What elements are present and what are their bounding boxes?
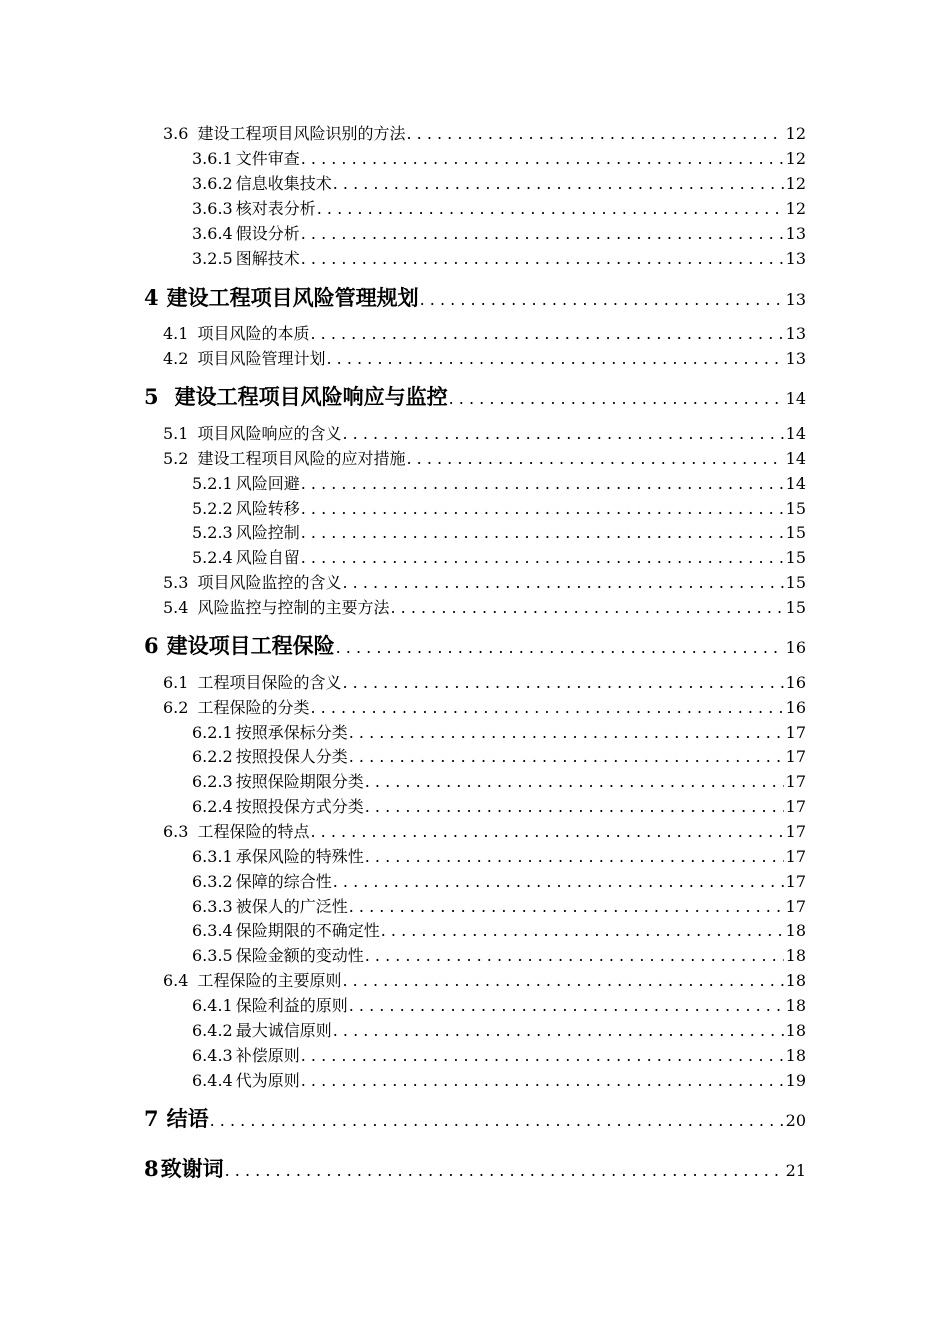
toc-entry-page: 18 [785,996,806,1015]
toc-entry-page: 12 [785,199,806,218]
toc-entry-number: 6.2.2 [192,747,233,766]
toc-entry-title: 项目风险的本质 [197,324,310,343]
toc-entry-number: 5.2.3 [192,523,233,542]
toc-entry-number: 5.2.1 [192,474,233,493]
toc-entry-number: 3.6.2 [192,174,233,193]
toc-entry-page: 13 [785,224,806,243]
toc-entry-page: 13 [785,290,806,309]
toc-entry-number: 6.4 [163,971,189,990]
toc-entry-number: 8 [144,1156,159,1181]
toc-entry-6-3-5[interactable] [192,943,806,966]
toc-entry-title: 风险转移 [235,499,300,518]
dot-leader [326,349,783,368]
dot-leader [342,971,783,990]
toc-entry-title: 图解技术 [235,249,300,268]
toc-entry-number: 4 [144,285,159,310]
toc-chapter-8[interactable] [144,1153,806,1183]
dot-leader [301,523,784,542]
toc-entry-page: 14 [785,424,806,443]
toc-entry-number: 6.3.5 [192,946,233,965]
toc-entry-page: 13 [785,249,806,268]
toc-entry-page: 13 [785,324,806,343]
toc-entry-page: 15 [785,499,806,518]
toc-entry-6-4-2[interactable] [192,1018,806,1041]
toc-entry-page: 18 [785,946,806,965]
toc-entry-title: 风险监控与控制的主要方法 [197,598,390,617]
dot-leader [420,290,784,309]
toc-entry-number: 6.4.3 [192,1046,233,1065]
toc-entry-title: 建设项目工程保险 [166,633,335,658]
dot-leader [381,921,784,940]
toc-entry-title: 保险期限的不确定性 [235,921,380,940]
dot-leader [342,424,783,443]
toc-entry-number: 6.2.4 [192,797,233,816]
toc-entry-title: 信息收集技术 [235,174,332,193]
toc-entry-page: 19 [785,1071,806,1090]
toc-entry-page: 15 [785,598,806,617]
toc-entry-number: 7 [144,1106,159,1131]
dot-leader [301,499,784,518]
toc-entry-3-6-3[interactable] [192,196,806,219]
dot-leader [349,747,784,766]
toc-entry-number: 6.3.2 [192,872,233,891]
toc-entry-4-2[interactable] [163,346,806,369]
toc-entry-title: 项目风险管理计划 [197,349,326,368]
dot-leader [390,598,783,617]
toc-entry-6-3-4[interactable] [192,918,806,941]
toc-entry-page: 17 [785,723,806,742]
dot-leader [449,389,784,408]
toc-chapter-5[interactable] [144,381,806,411]
dot-leader [301,224,784,243]
toc-entry-number: 3.6.3 [192,199,233,218]
toc-entry-number: 5 [144,384,159,409]
toc-chapter-6[interactable] [144,630,806,660]
toc-entry-6-2-4[interactable] [192,794,806,817]
toc-entry-page: 18 [785,1046,806,1065]
toc-entry-number: 6.3.1 [192,847,233,866]
toc-entry-5-2[interactable] [163,446,806,469]
toc-entry-title: 承保风险的特殊性 [235,847,364,866]
toc-entry-4-1[interactable] [163,321,806,344]
toc-entry-title: 项目风险响应的含义 [197,424,342,443]
dot-leader [406,124,783,143]
toc-entry-6-2-3[interactable] [192,769,806,792]
toc-entry-title: 建设工程项目风险管理规划 [166,285,419,310]
toc-entry-6-3-1[interactable] [192,844,806,867]
toc-chapter-7[interactable] [144,1103,806,1133]
toc-entry-title: 建设工程项目风险响应与监控 [174,384,448,409]
toc-entry-title: 保险金额的变动性 [235,946,364,965]
toc-entry-number: 5.2 [163,449,189,468]
toc-entry-number: 6.4.4 [192,1071,233,1090]
toc-entry-page: 17 [785,897,806,916]
toc-entry-title: 被保人的广泛性 [235,897,348,916]
dot-leader [342,573,783,592]
toc-entry-6-3[interactable] [163,819,806,842]
toc-entry-title: 按照保险期限分类 [235,772,364,791]
dot-leader [333,1021,784,1040]
toc-entry-6-1[interactable] [163,670,806,693]
toc-entry-title: 假设分析 [235,224,300,243]
toc-entry-page: 18 [785,1021,806,1040]
dot-leader [310,698,783,717]
toc-entry-page: 13 [785,349,806,368]
dot-leader [317,199,784,218]
toc-entry-number: 6.2.3 [192,772,233,791]
toc-entry-title: 补偿原则 [235,1046,300,1065]
dot-leader [301,149,784,168]
toc-entry-title: 保障的综合性 [235,872,332,891]
dot-leader [333,174,784,193]
toc-entry-title: 致谢词 [160,1156,224,1181]
toc-entry-5-3[interactable] [163,570,806,593]
toc-entry-page: 17 [785,847,806,866]
toc-entry-page: 14 [785,449,806,468]
toc-entry-title: 按照承保标分类 [235,723,348,742]
toc-entry-page: 14 [785,389,806,408]
toc-chapter-4[interactable] [144,282,806,312]
toc-entry-title: 风险回避 [235,474,300,493]
toc-entry-3-6-4[interactable] [192,221,806,244]
toc-entry-page: 12 [785,174,806,193]
dot-leader [365,772,784,791]
toc-entry-6-2-1[interactable] [192,720,806,743]
toc-entry-number: 6 [144,633,159,658]
toc-entry-3-6-2[interactable] [192,171,806,194]
toc-entry-page: 16 [785,638,806,657]
toc-entry-page: 17 [785,772,806,791]
dot-leader [349,897,784,916]
toc-entry-number: 5.4 [163,598,189,617]
toc-entry-6-4[interactable] [163,968,806,991]
toc-entry-title: 工程保险的特点 [197,822,310,841]
dot-leader [301,474,784,493]
dot-leader [301,1071,784,1090]
toc-entry-page: 17 [785,747,806,766]
toc-entry-number: 6.2 [163,698,189,717]
toc-entry-title: 项目风险监控的含义 [197,573,342,592]
toc-entry-page: 15 [785,573,806,592]
toc-entry-6-4-4[interactable] [192,1068,806,1091]
toc-entry-number: 3.6.4 [192,224,233,243]
toc-entry-page: 20 [785,1111,806,1130]
toc-entry-page: 17 [785,797,806,816]
toc-entry-number: 5.1 [163,424,189,443]
toc-entry-title: 建设工程项目风险识别的方法 [197,124,406,143]
toc-entry-5-2-3[interactable] [192,520,806,543]
toc-entry-title: 风险控制 [235,523,300,542]
dot-leader [310,324,783,343]
dot-leader [310,822,783,841]
toc-entry-6-3-2[interactable] [192,869,806,892]
toc-entry-page: 16 [785,698,806,717]
toc-entry-title: 结语 [166,1106,209,1131]
toc-entry-title: 工程保险的分类 [197,698,310,717]
toc-entry-5-2-1[interactable] [192,471,806,494]
toc-entry-page: 16 [785,673,806,692]
toc-entry-title: 工程项目保险的含义 [197,673,342,692]
toc-entry-title: 保险利益的原则 [235,996,348,1015]
toc-entry-number: 5.3 [163,573,189,592]
dot-leader [406,449,783,468]
dot-leader [342,673,783,692]
toc-entry-title: 建设工程项目风险的应对措施 [197,449,406,468]
toc-entry-6-2[interactable] [163,695,806,718]
toc-entry-page: 21 [785,1161,806,1180]
dot-leader [301,548,784,567]
toc-entry-number: 6.4.2 [192,1021,233,1040]
toc-entry-title: 风险自留 [235,548,300,567]
toc-entry-number: 5.2.4 [192,548,233,567]
toc-entry-6-4-1[interactable] [192,993,806,1016]
toc-entry-5-1[interactable] [163,421,806,444]
dot-leader [210,1111,784,1130]
dot-leader [225,1161,784,1180]
toc-entry-page: 12 [785,124,806,143]
toc-entry-3-6-1[interactable] [192,146,806,169]
toc-entry-5-2-2[interactable] [192,496,806,519]
toc-entry-5-2-4[interactable] [192,545,806,568]
toc-entry-title: 工程保险的主要原则 [197,971,342,990]
toc-entry-title: 按照投保人分类 [235,747,348,766]
toc-entry-number: 5.2.2 [192,499,233,518]
toc-entry-page: 17 [785,872,806,891]
toc-entry-title: 文件审查 [235,149,300,168]
toc-entry-title: 核对表分析 [235,199,316,218]
toc-entry-number: 6.4.1 [192,996,233,1015]
toc-entry-6-3-3[interactable] [192,894,806,917]
toc-entry-title: 最大诚信原则 [235,1021,332,1040]
toc-entry-number: 4.1 [163,324,189,343]
toc-entry-6-4-3[interactable] [192,1043,806,1066]
toc-entry-page: 15 [785,548,806,567]
toc-entry-number: 3.6.1 [192,149,233,168]
toc-entry-3-2-5[interactable] [192,246,806,269]
dot-leader [333,872,784,891]
toc-entry-number: 3.2.5 [192,249,233,268]
toc-entry-page: 18 [785,921,806,940]
toc-entry-page: 14 [785,474,806,493]
dot-leader [336,638,784,657]
toc-entry-page: 17 [785,822,806,841]
toc-entry-page: 18 [785,971,806,990]
dot-leader [349,996,784,1015]
toc-entry-number: 4.2 [163,349,189,368]
dot-leader [301,249,784,268]
toc-entry-6-2-2[interactable] [192,744,806,767]
toc-entry-title: 按照投保方式分类 [235,797,364,816]
dot-leader [301,1046,784,1065]
toc-entry-number: 6.3.4 [192,921,233,940]
toc-entry-number: 6.2.1 [192,723,233,742]
toc-entry-page: 12 [785,149,806,168]
dot-leader [365,847,784,866]
toc-entry-number: 3.6 [163,124,189,143]
toc-entry-number: 6.3 [163,822,189,841]
dot-leader [365,946,784,965]
toc-entry-number: 6.1 [163,673,189,692]
dot-leader [365,797,784,816]
dot-leader [349,723,784,742]
toc-entry-title: 代为原则 [235,1071,300,1090]
toc-entry-page: 15 [785,523,806,542]
toc-entry-3-6[interactable] [163,121,806,144]
toc-entry-5-4[interactable] [163,595,806,618]
toc-entry-number: 6.3.3 [192,897,233,916]
